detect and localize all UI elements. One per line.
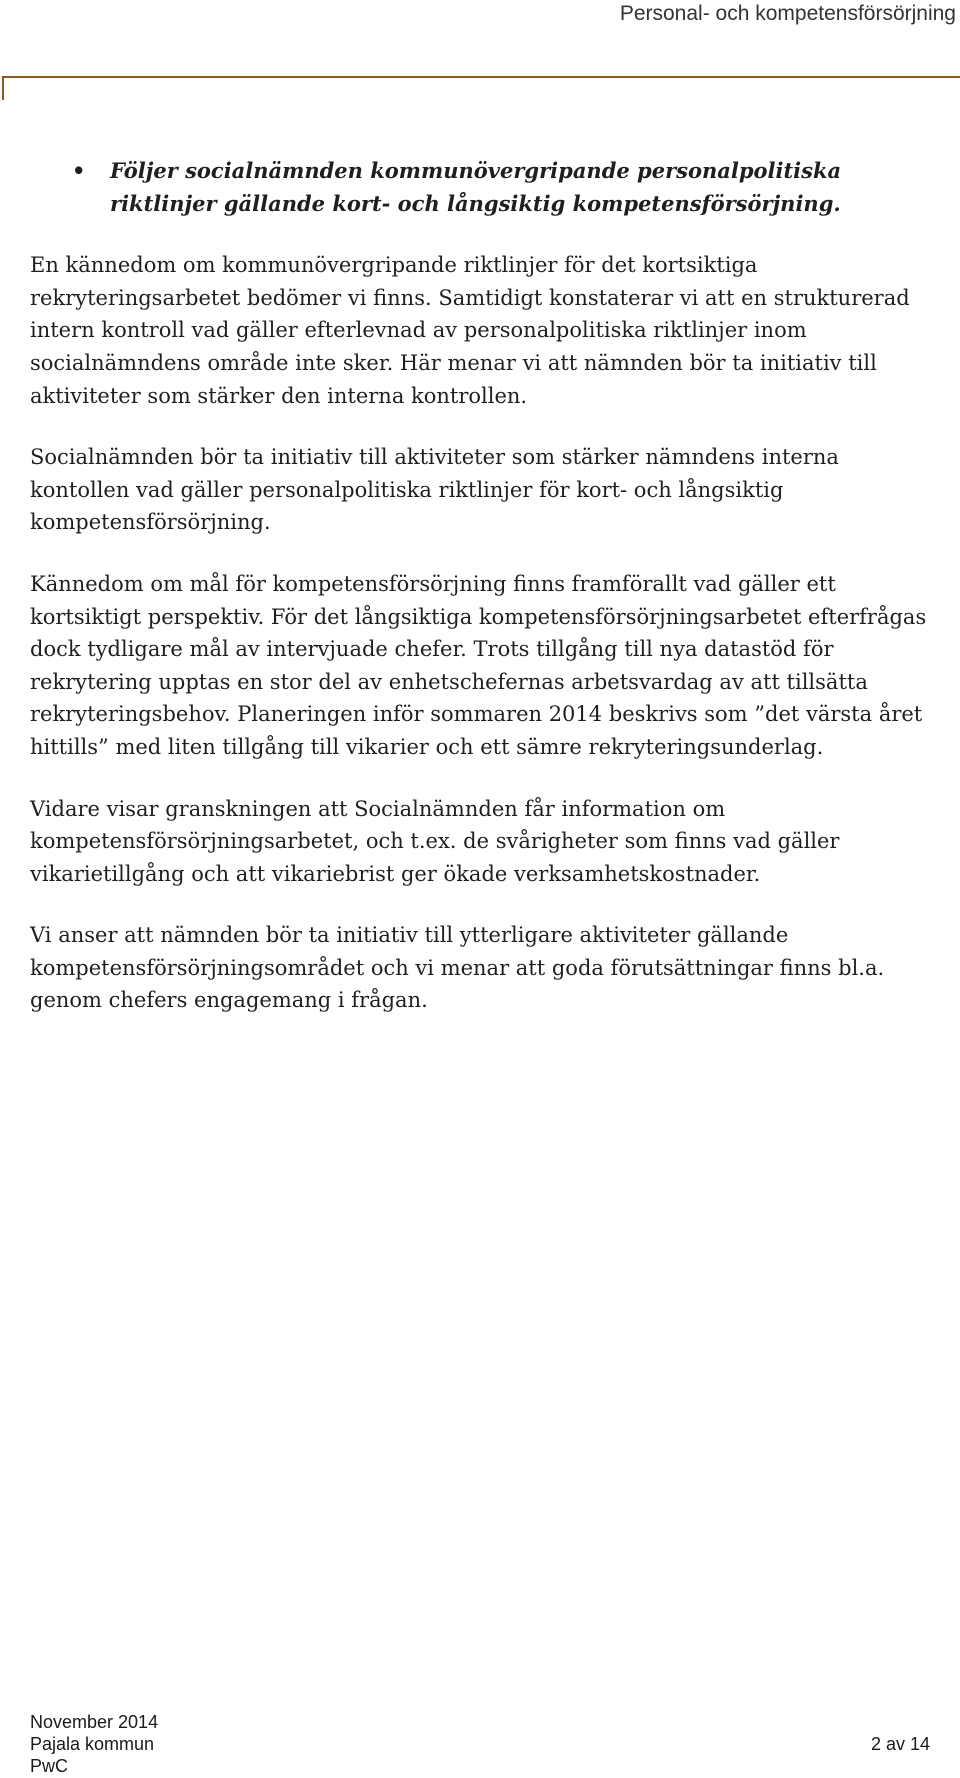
footer-page-number: 2 av 14: [870, 1734, 930, 1754]
footer-company: PwC: [30, 1756, 69, 1776]
header-rule-corner: [2, 76, 4, 100]
bullet-question: [30, 155, 930, 220]
paragraph-5: Vi anser att nämnden bör ta initiativ till ytterligare aktiviteter gällande kompetensförsörjningsområdet och vi menar att goda förutsättningar finns bl.a. genom chefers engagemang i frågan.: [30, 923, 885, 1013]
paragraph-3: Kännedom om mål för kompetensförsörjning finns framförallt vad gäller ett kortsiktigt perspektiv. För det långsiktiga kompetensförsörjningsarbetet efterfrågas dock tydligare mål av intervjuade chefer. Trots tillgång till nya datastöd för rekrytering upptas en stor del av enhetschefernas arbetsvardag av att tillsätta rekryteringsbehov. Planeringen inför sommaren 2014 beskrivs som ”det värsta året hittills” med liten tillgång till vikarier och ett sämre rekryteringsunderlag.: [30, 571, 927, 759]
paragraph-1: En kännedom om kommunövergripande riktlinjer för det kortsiktiga rekryteringsarbetet bedömer vi finns. Samtidigt konstaterar vi att en strukturerad intern kontroll vad gäller efterlevnad av personalpolitiska riktlinjer inom socialnämndens område inte sker. Här menar vi att nämnden bör ta initiativ till aktiviteter som stärker den interna kontrollen.: [30, 253, 910, 408]
bullet-text: Följer socialnämnden kommunövergripande personalpolitiska riktlinjer gällande kort- och långsiktig kompetensförsörjning.: [110, 158, 842, 216]
paragraph-4: Vidare visar granskningen att Socialnämnden får information om kompetensförsörjningsarbetet, och t.ex. de svårigheter som finns vad gäller vikarietillgång och att vikariebrist ger ökade verksamhetskostnader.: [30, 796, 840, 886]
footer-org: Pajala kommun: [30, 1734, 155, 1754]
footer-date: November 2014: [30, 1712, 159, 1732]
header-rule: [2, 76, 960, 78]
document-body: [30, 155, 930, 1046]
paragraph-2: Socialnämnden bör ta initiativ till aktiviteter som stärker nämndens interna kontollen vad gäller personalpolitiska riktlinjer för kort- och långsiktig kompetensförsörjning.: [30, 445, 839, 535]
bullet-icon: •: [72, 158, 86, 183]
running-header-title: Personal- och kompetensförsörjning: [619, 2, 956, 25]
page-footer: [30, 1711, 930, 1777]
